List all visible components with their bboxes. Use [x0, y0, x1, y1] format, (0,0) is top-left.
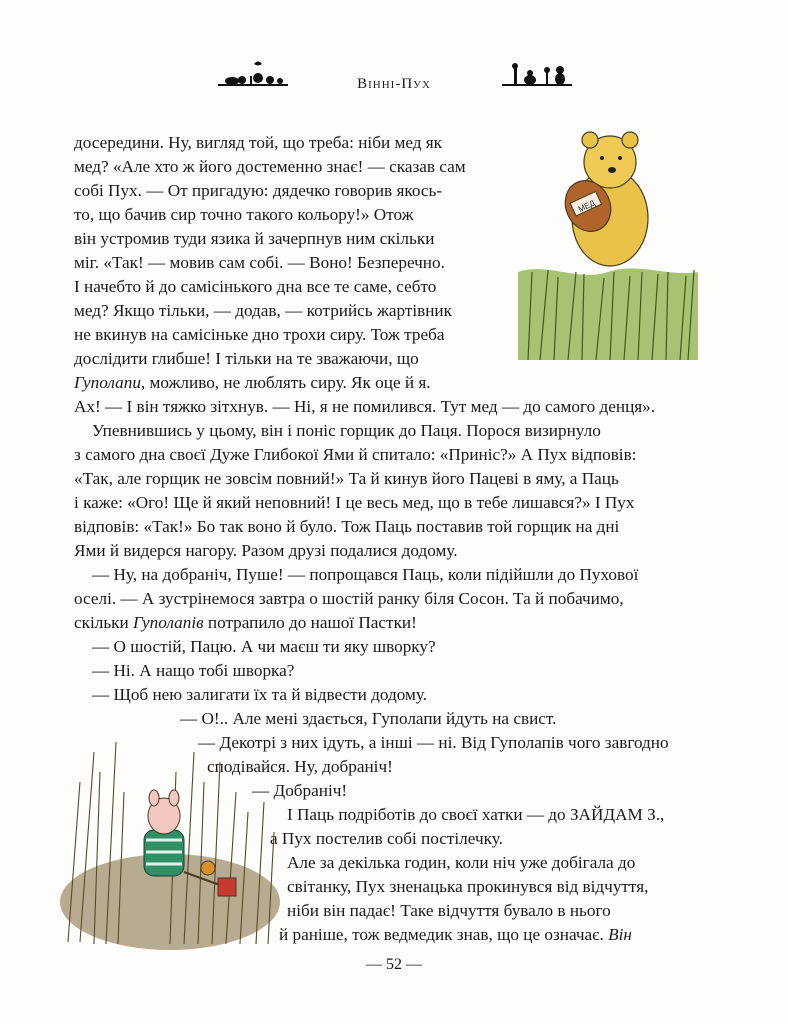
text-line: скільки Гуполапів потрапило до нашої Пастки!: [74, 613, 417, 632]
text-line: й раніше, тож ведмедик знав, що це означає. Він: [279, 925, 632, 944]
running-header: [0, 58, 788, 98]
text-line: з самого дна своєї Дуже Глибокої Ями й спитало: «Приніс?» А Пух відповів:: [74, 445, 637, 464]
text-line: — О!.. Але мені здається, Гуполапи йдуть на свист.: [180, 709, 557, 728]
text-line: мед? Якщо тільки, — додав, — котрийсь жартівник: [74, 301, 452, 320]
text-line: досередини. Ну, вигляд той, що треба: ніби мед як: [74, 133, 443, 152]
svg-text:МЕД: МЕД: [576, 198, 597, 214]
text-line: — Ні. А нащо тобі шворка?: [92, 661, 295, 680]
text-line: Ями й видерся нагору. Разом друзі подалися додому.: [74, 541, 458, 560]
text-line: відповів: «Так!» Бо так воно й було. Тож Паць поставив той горщик на дні: [74, 517, 620, 536]
text-line: — О шостій, Пацю. А чи маєш ти яку шворку?: [92, 637, 436, 656]
text-line: Ах! — І він тяжко зітхнув. — Ні, я не помилився. Тут мед — до самого денця».: [74, 397, 656, 416]
text-line: Упевнившись у цьому, він і поніс горщик до Паця. Порося визирнуло: [92, 421, 601, 440]
text-line: він устромив туди язика й зачерпнув ним скільки: [74, 229, 435, 248]
text-line: то, що бачив сир точно такого кольору!» Отож: [74, 205, 414, 224]
silhouette-ornament-right: [502, 58, 572, 88]
text-line: світанку, Пух зненацька прокинувся від відчуття,: [287, 877, 649, 896]
text-line: — Ну, на добраніч, Пуше! — попрощався Паць, коли підійшли до Пухової: [92, 565, 639, 584]
text-line: оселі. — А зустрінемося завтра о шостій ранку біля Сосон. Та й побачимо,: [74, 589, 624, 608]
page-number: — 52 —: [366, 956, 422, 973]
text-line: І Паць подріботів до своєї хатки — до ЗАЙДАМ З.,: [287, 805, 665, 824]
text-line: Але за декілька годин, коли ніч уже добігала до: [287, 853, 636, 872]
text-line: не вкинув на самісіньке дно трохи сиру. Тож треба: [74, 325, 445, 344]
text-line: «Так, але горщик не зовсім повний!» Та й кинув його Пацеві в яму, а Паць: [74, 469, 619, 488]
text-line: — Щоб нею залигати їх та й відвести додому.: [92, 685, 428, 704]
text-line: міг. «Так! — мовив сам собі. — Воно! Безперечно.: [74, 253, 445, 272]
text-line: — Декотрі з них ідуть, а інші — ні. Від Гуполапів чого завгодно: [198, 733, 669, 752]
text-line: собі Пух. — От пригадую: дядечко говорив якось-: [74, 181, 443, 200]
text-line: Гуполапи, можливо, не люблять сиру. Як оце й я.: [74, 373, 431, 392]
text-line: мед? «Але хто ж його достеменно знає! — сказав сам: [74, 157, 466, 176]
text-line: — Добраніч!: [252, 781, 348, 800]
text-line: а Пух постелив собі постілечку.: [270, 829, 503, 848]
running-title: Вінні-Пух: [357, 76, 431, 92]
pooh-honey-pot-illustration: [518, 122, 698, 360]
text-line: ніби він падає! Таке відчуття бувало в нього: [287, 901, 611, 920]
text-line: сподівайся. Ну, добраніч!: [207, 757, 393, 776]
text-line: І начебто й до самісінького дна все те саме, себто: [74, 277, 437, 296]
text-line: дослідити глибше! І тільки на те зважаючи, що: [74, 349, 419, 368]
text-line: і каже: «Ого! Ще й який неповний! І це весь мед, що в тебе лишався?» І Пух: [74, 493, 635, 512]
